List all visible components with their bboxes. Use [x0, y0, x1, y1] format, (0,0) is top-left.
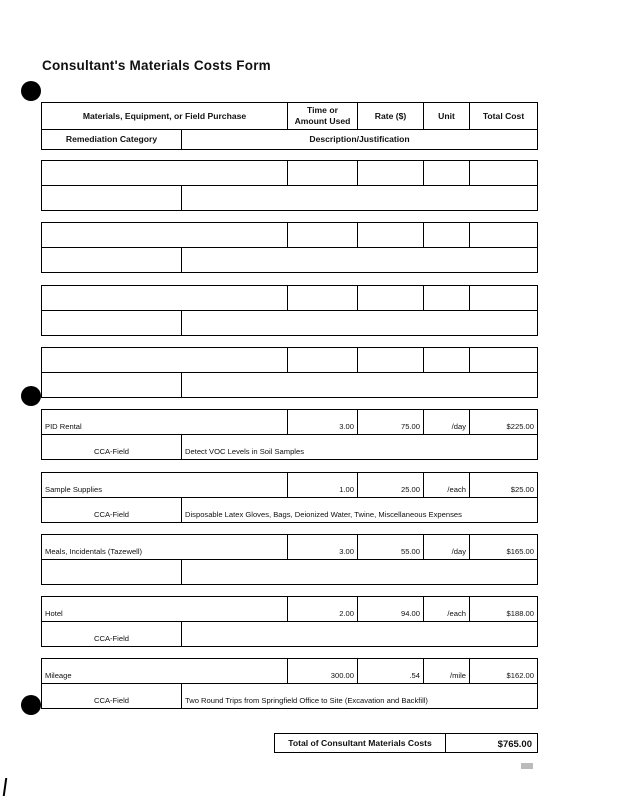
entry-description: [182, 248, 537, 272]
entry-category: CCA-Field: [42, 435, 182, 459]
entry-category: [42, 373, 182, 397]
entry-item: [42, 161, 288, 185]
entry-total: [470, 161, 537, 185]
header-description: Description/Justification: [309, 134, 410, 144]
entry-amount: [288, 161, 358, 185]
header-rate: Rate ($): [358, 103, 424, 129]
entry-total: $162.00: [506, 671, 534, 680]
entry-amount: [288, 286, 358, 310]
entry-unit: /each: [424, 597, 470, 621]
entry-total: $25.00: [510, 485, 534, 494]
total-value: $765.00: [497, 739, 532, 750]
entry-block: [41, 658, 538, 709]
entry-amount: [288, 223, 358, 247]
entry-block: [41, 285, 538, 336]
header-category: Remediation Category: [42, 130, 182, 149]
entry-description: Two Round Trips from Springfield Office to Site (Excavation and Backfill): [185, 696, 428, 705]
entry-block: [41, 347, 538, 398]
entry-amount: 3.00: [288, 410, 358, 434]
header-time-used: Time or Amount Used: [288, 103, 358, 129]
entry-item: [42, 223, 288, 247]
entry-description: [182, 373, 537, 397]
entry-unit: /mile: [424, 659, 470, 683]
entry-total: [470, 348, 537, 372]
entry-rate: [358, 161, 424, 185]
entry-amount: 1.00: [288, 473, 358, 497]
entry-rate: .54: [358, 659, 424, 683]
entry-unit: [424, 348, 470, 372]
header-materials: Materials, Equipment, or Field Purchase: [42, 103, 288, 129]
entry-amount: [288, 348, 358, 372]
entry-category: CCA-Field: [42, 498, 182, 522]
entry-amount: 3.00: [288, 535, 358, 559]
entry-amount: 2.00: [288, 597, 358, 621]
scan-edge-mark: [3, 778, 8, 796]
form-title: Consultant's Materials Costs Form: [42, 58, 271, 73]
entry-total: $165.00: [506, 547, 534, 556]
header-table: [41, 102, 538, 150]
entry-rate: 25.00: [358, 473, 424, 497]
entry-rate: 75.00: [358, 410, 424, 434]
entry-description: [182, 186, 537, 210]
entry-item: Sample Supplies: [42, 473, 288, 497]
scan-stamp: [521, 763, 533, 769]
entry-item: Mileage: [42, 659, 288, 683]
entry-description: Detect VOC Levels in Soil Samples: [185, 447, 305, 456]
entry-category: [42, 248, 182, 272]
entry-amount: 300.00: [288, 659, 358, 683]
entry-item: [42, 348, 288, 372]
entry-description: [182, 311, 537, 335]
entry-block: [41, 409, 538, 460]
entry-category: [42, 186, 182, 210]
entry-category: CCA-Field: [42, 622, 182, 646]
entry-item: Meals, Incidentals (Tazewell): [42, 535, 288, 559]
entry-block: [41, 472, 538, 523]
entry-rate: [358, 223, 424, 247]
entry-rate: 55.00: [358, 535, 424, 559]
entry-total: [470, 286, 537, 310]
entry-rate: [358, 348, 424, 372]
entry-rate: [358, 286, 424, 310]
total-row: [274, 733, 538, 753]
entry-description: Disposable Latex Gloves, Bags, Deionized Water, Twine, Miscellaneous Expenses: [185, 510, 462, 519]
entry-unit: /day: [424, 535, 470, 559]
entry-unit: [424, 161, 470, 185]
entry-category: CCA-Field: [42, 684, 182, 708]
entry-total: $188.00: [506, 609, 534, 618]
entry-unit: /day: [424, 410, 470, 434]
entry-description: [182, 622, 537, 646]
entry-description: [182, 560, 537, 584]
entry-category: [42, 560, 182, 584]
entry-unit: [424, 223, 470, 247]
entry-rate: 94.00: [358, 597, 424, 621]
entry-block: [41, 534, 538, 585]
header-unit: Unit: [424, 103, 470, 129]
header-total-cost: Total Cost: [482, 110, 525, 121]
entry-unit: /each: [424, 473, 470, 497]
punch-hole-top: [21, 81, 41, 101]
entry-total: $225.00: [506, 422, 534, 431]
total-label: Total of Consultant Materials Costs: [275, 734, 446, 752]
entry-block: [41, 160, 538, 211]
entry-total: [470, 223, 537, 247]
entry-block: [41, 222, 538, 273]
entry-item: [42, 286, 288, 310]
entry-item: Hotel: [42, 597, 288, 621]
entry-unit: [424, 286, 470, 310]
entry-block: [41, 596, 538, 647]
punch-hole-middle: [21, 386, 41, 406]
entry-category: [42, 311, 182, 335]
punch-hole-bottom: [21, 695, 41, 715]
entry-item: PID Rental: [42, 410, 288, 434]
